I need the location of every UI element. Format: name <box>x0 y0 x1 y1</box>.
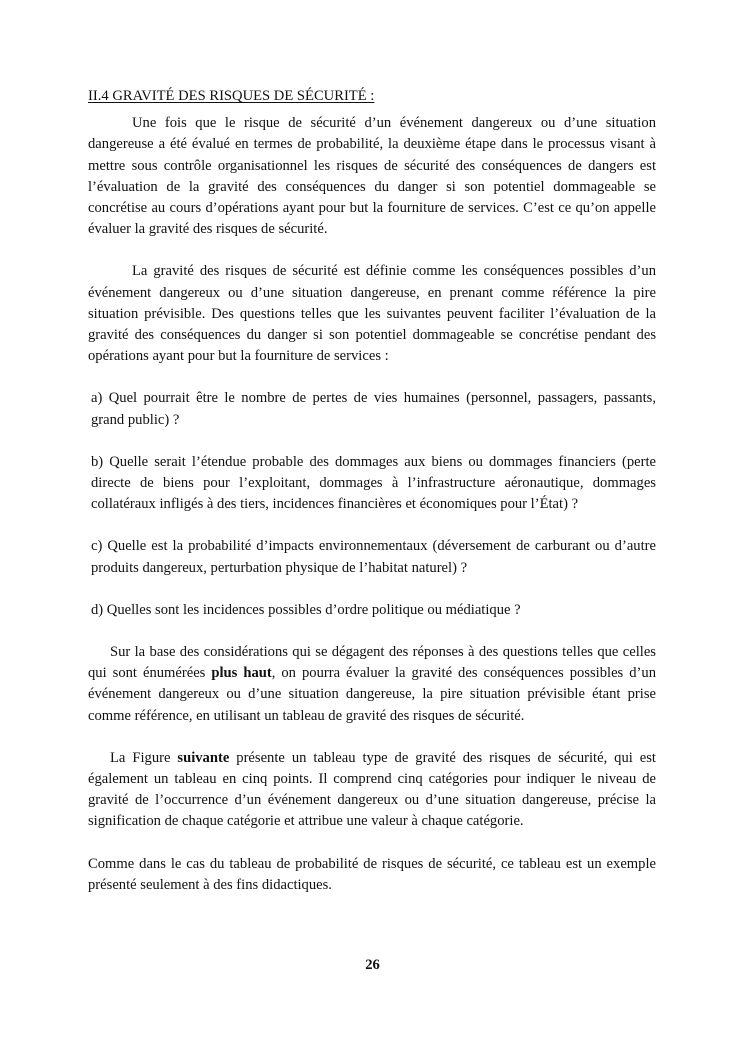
page-number: 26 <box>365 957 380 973</box>
paragraph-figure <box>88 748 656 833</box>
paragraph-evaluation-text-2: , on pourra évaluer la gravité des conséquences possibles d’un événement dangereux ou d’une situation dangereuse, la pire situation prévisible étant prise comme référence, en utilisant un tableau de gravité des risques de sécurité. <box>88 665 656 724</box>
question-d: d) Quelles sont les incidences possibles d’ordre politique ou médiatique ? <box>91 601 521 618</box>
question-a: a) Quel pourrait être le nombre de pertes de vies humaines (personnel, passagers, passants, grand public) ? <box>91 390 656 428</box>
question-c: c) Quelle est la probabilité d’impacts environnementaux (déversement de carburant ou d’autre produits dangereux, perturbation physique de l’habitat naturel) ? <box>91 538 656 576</box>
document-page <box>88 86 656 896</box>
paragraph-figure-text-1: La Figure <box>110 749 178 766</box>
paragraph-evaluation-text-1: Sur la base des considérations qui se dégagent des réponses à des questions telles que celles qui sont énumérées <box>88 644 656 682</box>
paragraph-evaluation <box>88 642 656 727</box>
section-heading: II.4 GRAVITÉ DES RISQUES DE SÉCURITÉ : <box>88 88 375 104</box>
paragraph-figure-bold: suivante <box>177 749 230 766</box>
paragraph-didactic-note: Comme dans le cas du tableau de probabilité de risques de sécurité, ce tableau est un exemple présenté seulement à des fins didactiques. <box>88 855 656 893</box>
paragraph-evaluation-bold: plus haut <box>211 665 272 682</box>
question-b: b) Quelle serait l’étendue probable des dommages aux biens ou dommages financiers (perte directe de biens pour l’exploitant, dommages à l’infrastructure aéronautique, dommages collatéraux infligés à des tiers, incidences financières et économiques pour l’État) ? <box>91 453 656 513</box>
paragraph-figure-text-2: présente un tableau type de gravité des risques de sécurité, qui est également un tableau en cinq points. Il comprend cinq catégories pour indiquer le niveau de gravité de l’occurrence d’un événement dangereux ou d’une situation dangereuse, précise la signification de chaque catégorie et attribue une valeur à chaque catégorie. <box>88 749 656 830</box>
paragraph-intro: Une fois que le risque de sécurité d’un événement dangereux ou d’une situation dangereuse a été évalué en termes de probabilité, la deuxième étape dans le processus visant à mettre sous contrôle organisationnel les risques de sécurité des conséquences de dangers est l’évaluation de la gravité des conséquences du danger si son potentiel dommageable se concrétise au cours d’opérations ayant pour but la fourniture de services. C’est ce qu’on appelle évaluer la gravité des risques de sécurité. <box>88 115 656 238</box>
paragraph-definition: La gravité des risques de sécurité est définie comme les conséquences possibles d’un événement dangereux ou d’une situation dangereuse, en prenant comme référence la pire situation prévisible. Des questions telles que les suivantes peuvent faciliter l’évaluation de la gravité des conséquences du danger si son potentiel dommageable se concrétise pendant des opérations ayant pour but la fourniture de services : <box>88 263 656 365</box>
